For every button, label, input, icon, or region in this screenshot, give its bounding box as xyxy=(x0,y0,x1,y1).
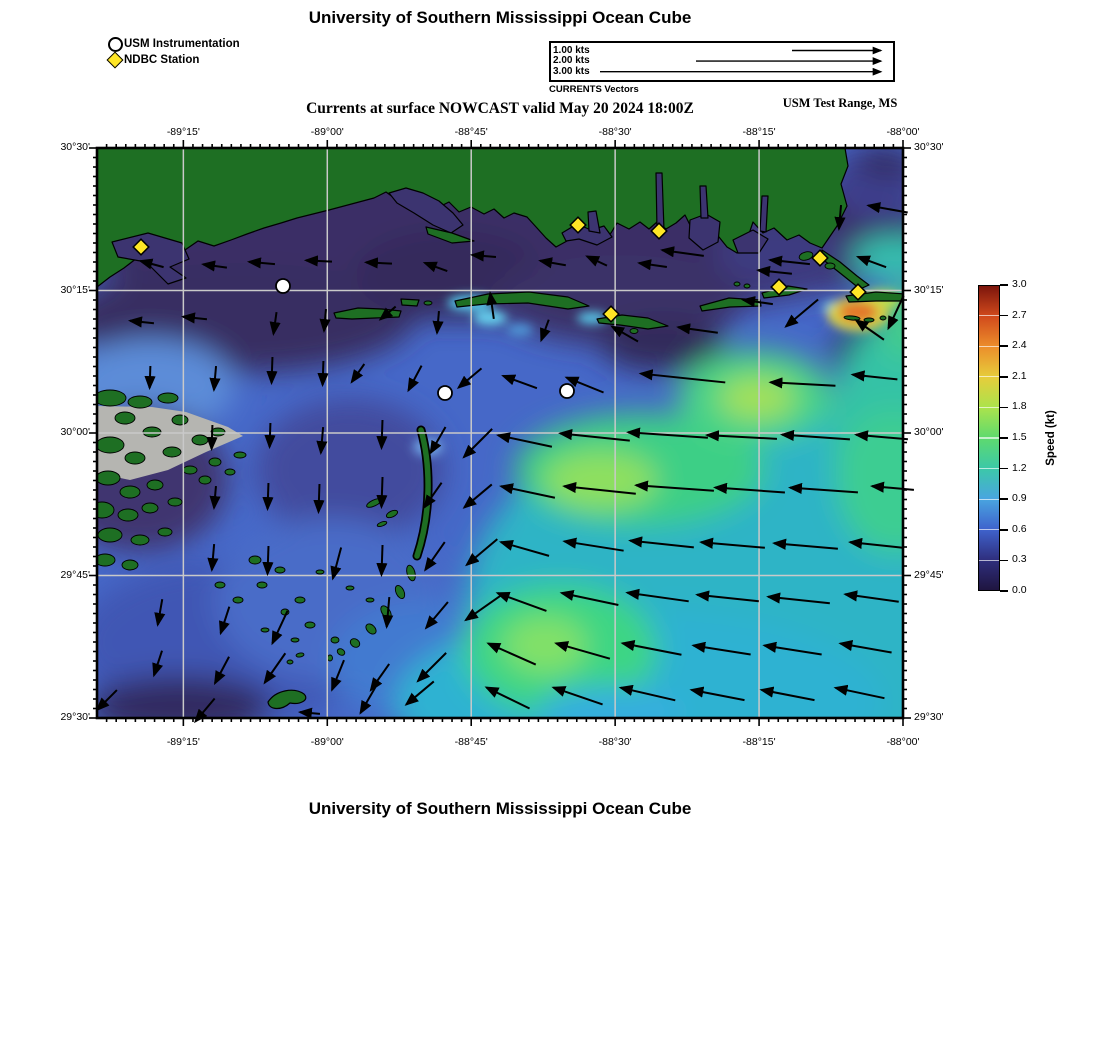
x-axis-tick-label-bottom: -88°00' xyxy=(886,736,920,748)
colorbar-tick xyxy=(1000,560,1008,562)
colorbar-separator xyxy=(979,315,999,316)
y-axis-tick-label-left: 30°15' xyxy=(60,283,90,296)
colorbar-separator xyxy=(979,560,999,561)
x-axis-tick-label-top: -89°15' xyxy=(166,126,200,138)
legend-label-usm: USM Instrumentation xyxy=(124,38,240,50)
colorbar-separator xyxy=(979,376,999,377)
colorbar-tick xyxy=(1000,284,1008,286)
usm-instrumentation-marker xyxy=(438,386,452,400)
y-axis-tick-label-left: 29°30' xyxy=(60,711,90,723)
legend-label-ndbc: NDBC Station xyxy=(124,54,200,66)
x-axis-tick-label-bottom: -88°15' xyxy=(742,736,776,748)
colorbar-tick-label: 0.3 xyxy=(1012,553,1027,566)
colorbar-tick xyxy=(1000,590,1008,592)
colorbar-tick xyxy=(1000,468,1008,470)
figure-title-bottom: University of Southern Mississippi Ocean Cube xyxy=(308,799,692,818)
y-axis-tick-label-right: 29°45' xyxy=(914,568,944,581)
vector-scale-entry-3: 3.00 kts xyxy=(553,65,590,77)
colorbar-separator xyxy=(979,529,999,530)
colorbar-tick-label: 3.0 xyxy=(1012,278,1027,290)
colorbar-separator xyxy=(979,468,999,469)
colorbar-tick-label: 0.6 xyxy=(1012,522,1027,535)
y-axis-tick-label-left: 30°30' xyxy=(60,141,90,153)
x-axis-tick-label-bottom: -89°15' xyxy=(166,736,200,748)
colorbar-tick-label: 2.4 xyxy=(1012,339,1027,352)
station-legend xyxy=(108,36,240,68)
colorbar-tick xyxy=(1000,315,1008,317)
river-channel xyxy=(656,173,664,230)
vector-scale-entry-2: 2.00 kts xyxy=(553,55,590,66)
y-axis-tick-label-right: 30°30' xyxy=(914,141,944,153)
y-axis-tick-label-right: 29°30' xyxy=(914,711,944,723)
vector-scale-entry-1: 1.00 kts xyxy=(553,44,590,56)
ship-island xyxy=(401,299,419,306)
river-channel xyxy=(700,186,708,218)
usm-instrumentation-icon xyxy=(108,36,124,52)
x-axis-tick-label-top: -88°45' xyxy=(454,126,488,138)
colorbar-tick xyxy=(1000,498,1008,500)
colorbar-tick-label: 1.8 xyxy=(1012,400,1027,413)
colorbar-separator xyxy=(979,437,999,438)
figure-title-top: University of Southern Mississippi Ocean Cube xyxy=(308,8,692,27)
colorbar-tick xyxy=(1000,376,1008,378)
y-axis-tick-label-right: 30°00' xyxy=(914,426,944,438)
vector-scale-caption: CURRENTS Vectors xyxy=(549,84,639,95)
river-channel xyxy=(760,196,768,232)
x-axis-tick-label-top: -89°00' xyxy=(310,126,344,138)
colorbar-separator xyxy=(979,346,999,347)
ndbc-station-icon xyxy=(108,52,124,68)
colorbar-tick-label: 0.9 xyxy=(1012,492,1027,505)
x-axis-tick-label-bottom: -88°45' xyxy=(454,736,488,748)
colorbar-tick xyxy=(1000,437,1008,439)
x-axis-tick-label-top: -88°00' xyxy=(886,126,920,138)
region-label: USM Test Range, MS xyxy=(782,96,898,110)
colorbar-tick-label: 1.5 xyxy=(1012,431,1027,443)
colorbar-tick xyxy=(1000,529,1008,531)
y-axis-tick-label-left: 30°00' xyxy=(60,426,90,438)
colorbar-tick xyxy=(1000,345,1008,347)
colorbar-tick-label: 2.7 xyxy=(1012,308,1027,321)
figure-subtitle: Currents at surface NOWCAST valid May 20 2024 18:00Z xyxy=(306,100,694,117)
x-axis-tick-label-bottom: -88°30' xyxy=(598,736,632,748)
y-axis-tick-label-right: 30°15' xyxy=(914,283,944,296)
x-axis-tick-label-bottom: -89°00' xyxy=(310,736,344,748)
colorbar-separator xyxy=(979,499,999,500)
colorbar-tick xyxy=(1000,407,1008,409)
colorbar-separator xyxy=(979,407,999,408)
usm-instrumentation-marker xyxy=(560,384,574,398)
x-axis-tick-label-top: -88°15' xyxy=(742,126,776,138)
colorbar-tick-label: 0.0 xyxy=(1012,584,1027,596)
colorbar-label: Speed (kt) xyxy=(1045,410,1057,466)
colorbar-tick-label: 1.2 xyxy=(1012,461,1027,474)
y-axis-tick-label-left: 29°45' xyxy=(60,568,90,581)
legend-item-ndbc xyxy=(108,52,240,68)
colorbar-tick-label: 2.1 xyxy=(1012,369,1027,382)
vector-scale-box xyxy=(549,41,895,82)
usm-instrumentation-marker xyxy=(276,279,290,293)
x-axis-tick-label-top: -88°30' xyxy=(598,126,632,138)
legend-item-usm xyxy=(108,36,240,52)
